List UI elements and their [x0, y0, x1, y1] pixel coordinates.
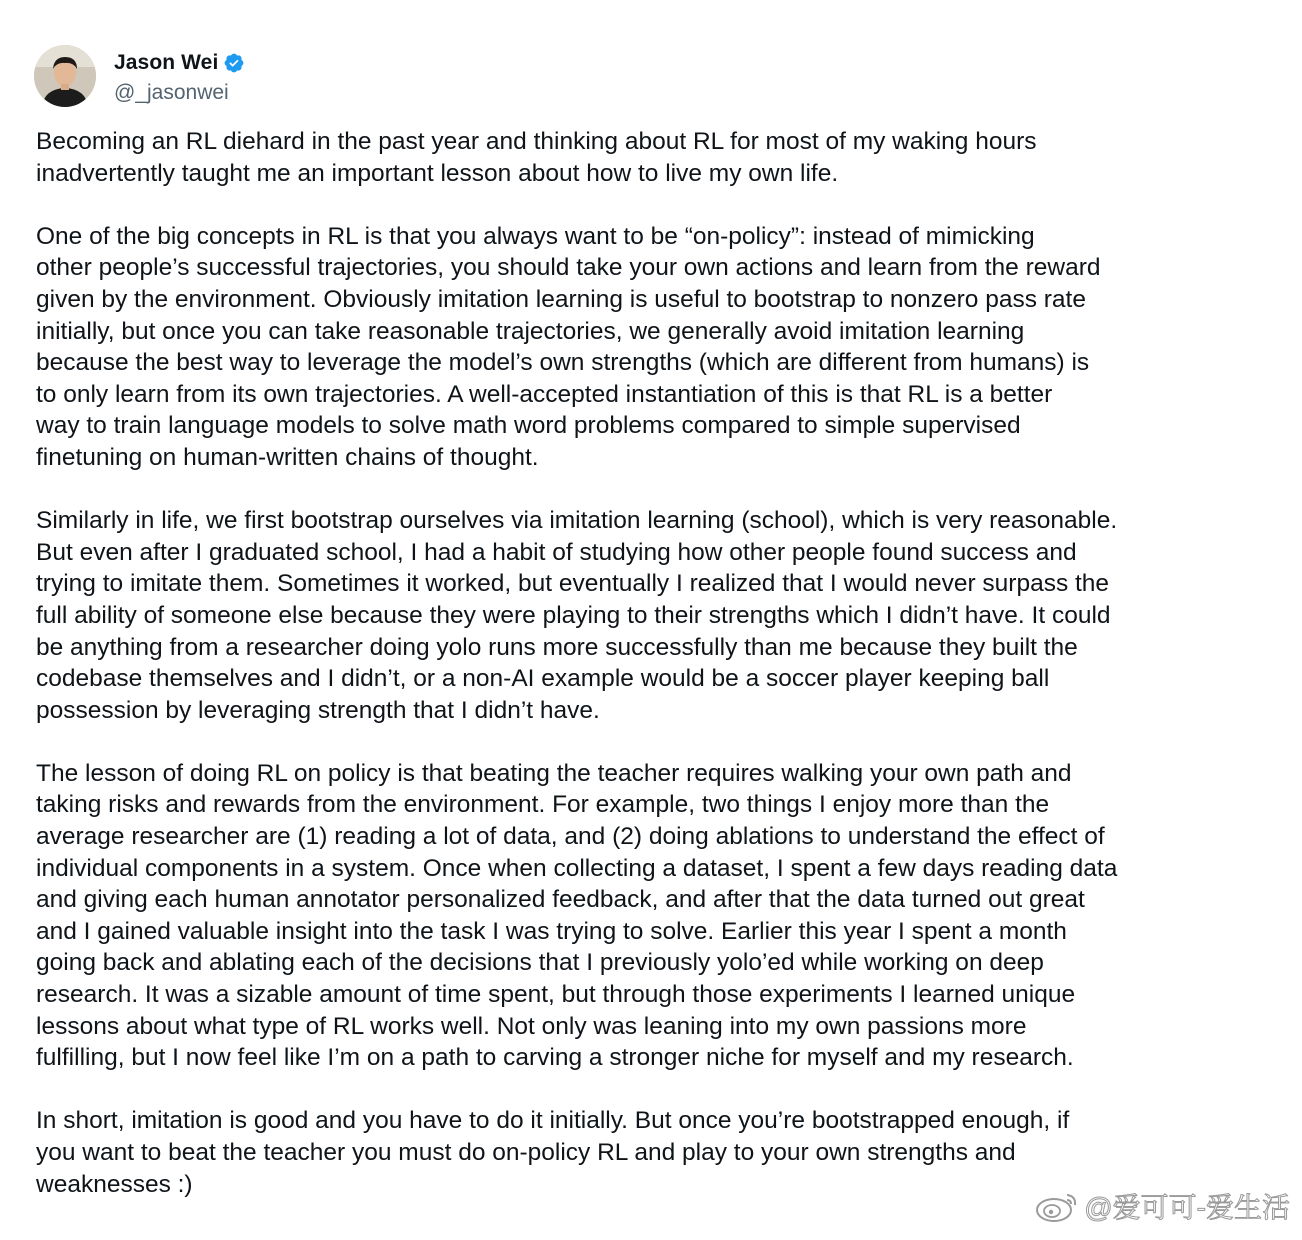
- handle[interactable]: @_jasonwei: [114, 80, 229, 104]
- tweet-text: [36, 126, 1276, 1232]
- tweet-paragraph-5: In short, imitation is good and you have to do it initially. But once you’re bootstrapped enough, if you want to beat the teacher you must do on-policy RL and play to your own strengths and weaknesses :): [36, 1107, 1070, 1198]
- display-name-row: [114, 48, 245, 78]
- display-name[interactable]: Jason Wei: [114, 50, 219, 74]
- tweet-paragraph-2: One of the big concepts in RL is that you always want to be “on-policy”: instead of mimicking other people’s successful trajectories, you should take your own actions and learn from the reward given by the environment. Obviously imitation learning is useful to bootstrap to nonzero pass rate initially, but once you can take reasonable trajectories, we generally avoid imitation learning because the best way to leverage the model’s own strengths (which are different from humans) is to only learn from its own trajectories. A well-accepted instantiation of this is that RL is a better way to train language models to solve math word problems compared to simple supervised finetuning on human-written chains of thought.: [36, 222, 1101, 471]
- tweet-paragraph-4: The lesson of doing RL on policy is that beating the teacher requires walking your own path and taking risks and rewards from the environment. For example, two things I enjoy more than the average researcher are (1) reading a lot of data, and (2) doing ablations to understand the effect of individual components in a system. Once when collecting a dataset, I spent a few days reading data and giving each human annotator personalized feedback, and after that the data turned out great and I gained valuable insight into the task I was trying to solve. Earlier this year I spent a month going back and ablating each of the decisions that I previously yolo’ed while working on deep research. It was a sizable amount of time spent, but through those experiments I learned unique lessons about what type of RL works well. Not only was leaning into my own passions more fulfilling, but I now feel like I’m on a path to carving a stronger niche for myself and my research.: [36, 759, 1118, 1072]
- avatar-photo-icon: [34, 45, 96, 107]
- avatar[interactable]: [34, 45, 96, 107]
- author-names: [114, 48, 245, 105]
- weibo-watermark: [1034, 1186, 1290, 1226]
- tweet-paragraph-1: Becoming an RL diehard in the past year and thinking about RL for most of my waking hours inadvertently taught me an important lesson about how to live my own life.: [36, 128, 1037, 187]
- weibo-logo-icon: [1034, 1189, 1080, 1223]
- tweet-paragraph-3: Similarly in life, we first bootstrap ourselves via imitation learning (school), which is very reasonable. But even after I graduated school, I had a habit of studying how other people found success and trying to imitate them. Sometimes it worked, but eventually I realized that I would never surpass the full ability of someone else because they were playing to their strengths which I didn’t have. It could be anything from a researcher doing yolo runs more successfully than me because they built the codebase themselves and I didn’t, or a non-AI example would be a soccer player keeping ball possession by leveraging strength that I didn’t have.: [36, 507, 1118, 724]
- tweet-header: [34, 45, 245, 107]
- watermark-text: @爱可可-爱生活: [1084, 1192, 1290, 1223]
- verified-badge-icon: [223, 52, 245, 74]
